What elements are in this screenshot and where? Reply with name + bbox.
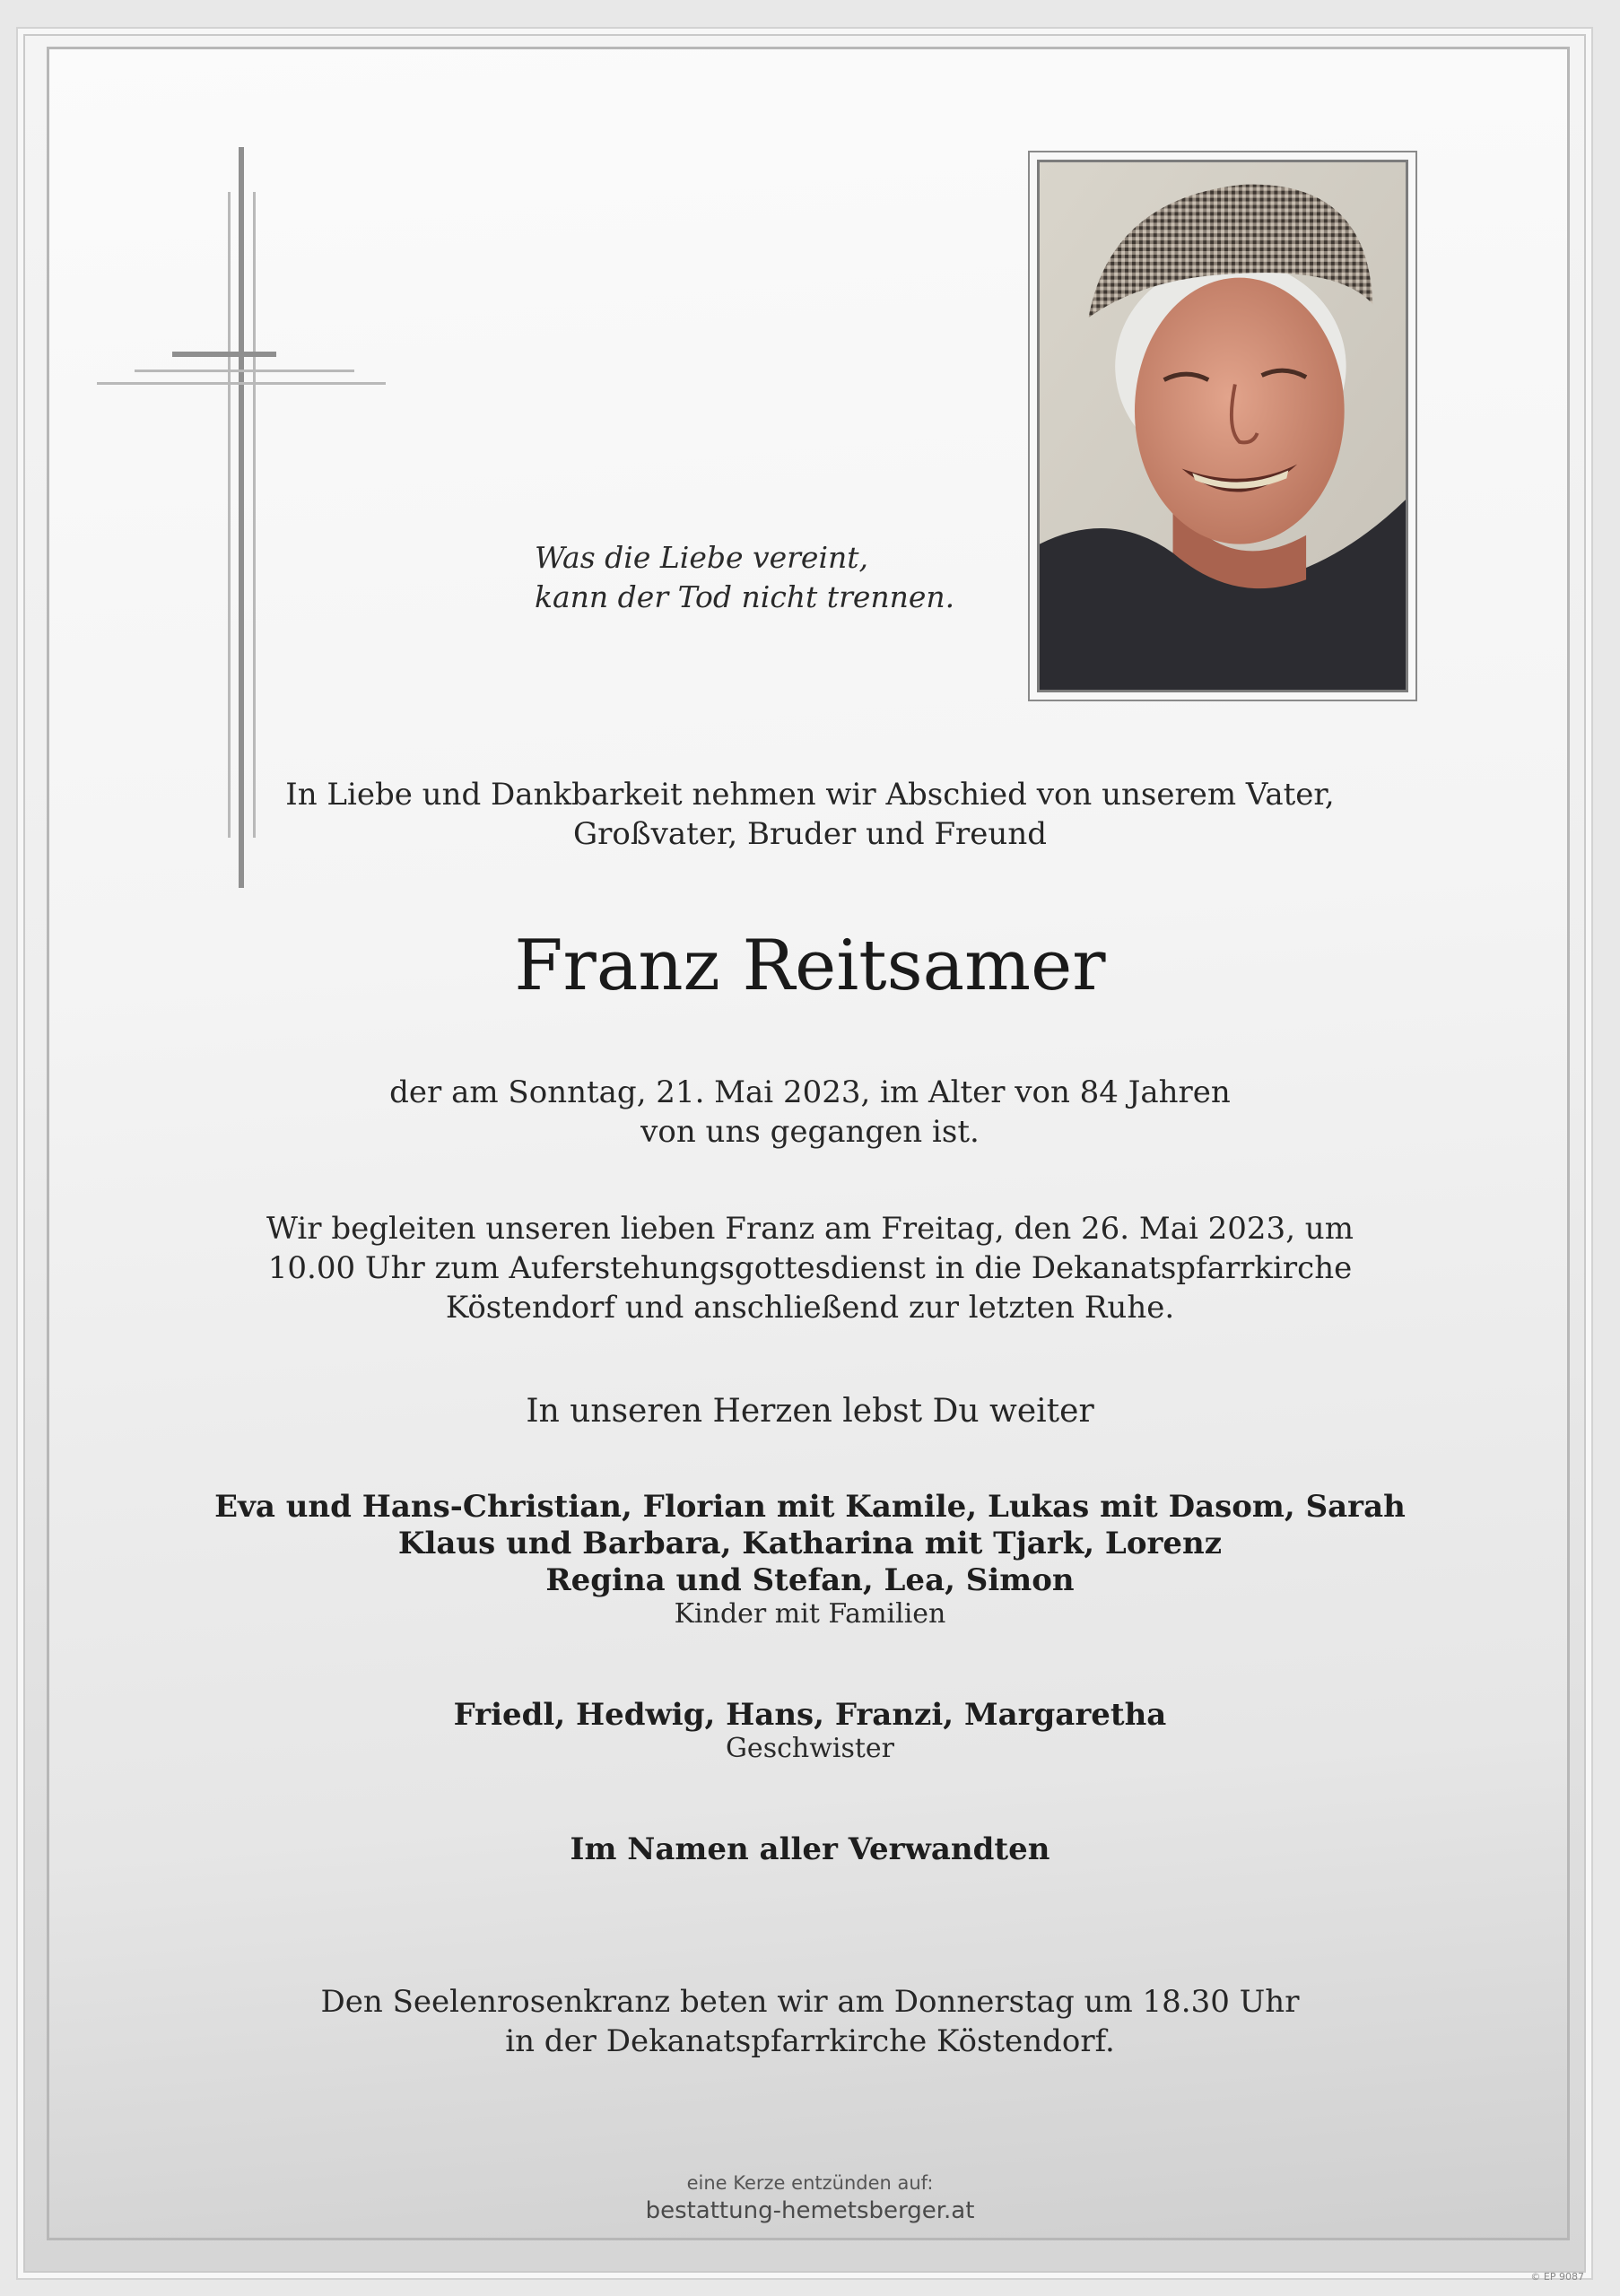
- footer-line-1: eine Kerze entzünden auf:: [686, 2172, 934, 2194]
- children-line-1: Eva und Hans-Christian, Florian mit Kamile, Lukas mit Dasom, Sarah: [214, 1489, 1406, 1525]
- children-label: Kinder mit Familien: [674, 1598, 946, 1630]
- quote-line-2: kann der Tod nicht trennen.: [535, 579, 955, 614]
- death-line-2: von uns gegangen ist.: [640, 1114, 980, 1150]
- portrait-photo: [1037, 160, 1408, 692]
- deceased-name: Franz Reitsamer: [514, 926, 1106, 1006]
- siblings-label: Geschwister: [725, 1733, 895, 1764]
- intro-line-2: Großvater, Bruder und Freund: [573, 816, 1047, 852]
- rosary-line-2: in der Dekanatspfarrkirche Köstendorf.: [505, 2023, 1115, 2059]
- relatives-line: Im Namen aller Verwandten: [570, 1831, 1050, 1867]
- funeral-line-1: Wir begleiten unseren lieben Franz am Freitag, den 26. Mai 2023, um: [266, 1211, 1354, 1247]
- children-line-2: Klaus und Barbara, Katharina mit Tjark, Lorenz: [397, 1526, 1223, 1561]
- children-line-3: Regina und Stefan, Lea, Simon: [545, 1562, 1075, 1598]
- quote-line-1: Was die Liebe vereint,: [535, 540, 869, 575]
- footer-website-link[interactable]: bestattung-hemetsberger.at: [645, 2197, 975, 2224]
- print-code: © EP 9087: [1530, 2271, 1584, 2283]
- death-line-1: der am Sonntag, 21. Mai 2023, im Alter von 84 Jahren: [389, 1074, 1231, 1110]
- rosary-line-1: Den Seelenrosenkranz beten wir am Donnerstag um 18.30 Uhr: [320, 1984, 1300, 2020]
- death-notice: [0, 1073, 1620, 1152]
- memory-line: In unseren Herzen lebst Du weiter: [526, 1393, 1094, 1430]
- siblings-block: [0, 1697, 1620, 1764]
- children-block: [0, 1489, 1620, 1630]
- intro-line-1: In Liebe und Dankbarkeit nehmen wir Abschied von unserem Vater,: [285, 777, 1335, 813]
- rosary-notice: [0, 1982, 1620, 2061]
- funeral-line-3: Köstendorf und anschließend zur letzten Ruhe.: [445, 1290, 1175, 1326]
- portrait-photo-frame: [1028, 151, 1417, 701]
- funeral-line-2: 10.00 Uhr zum Auferstehungsgottesdienst in die Dekanatspfarrkirche: [267, 1250, 1353, 1286]
- intro-text: [0, 775, 1620, 854]
- quote: [535, 538, 954, 617]
- footer: [0, 2170, 1620, 2226]
- siblings-names: Friedl, Hedwig, Hans, Franzi, Margaretha: [453, 1697, 1167, 1733]
- funeral-notice: [0, 1209, 1620, 1327]
